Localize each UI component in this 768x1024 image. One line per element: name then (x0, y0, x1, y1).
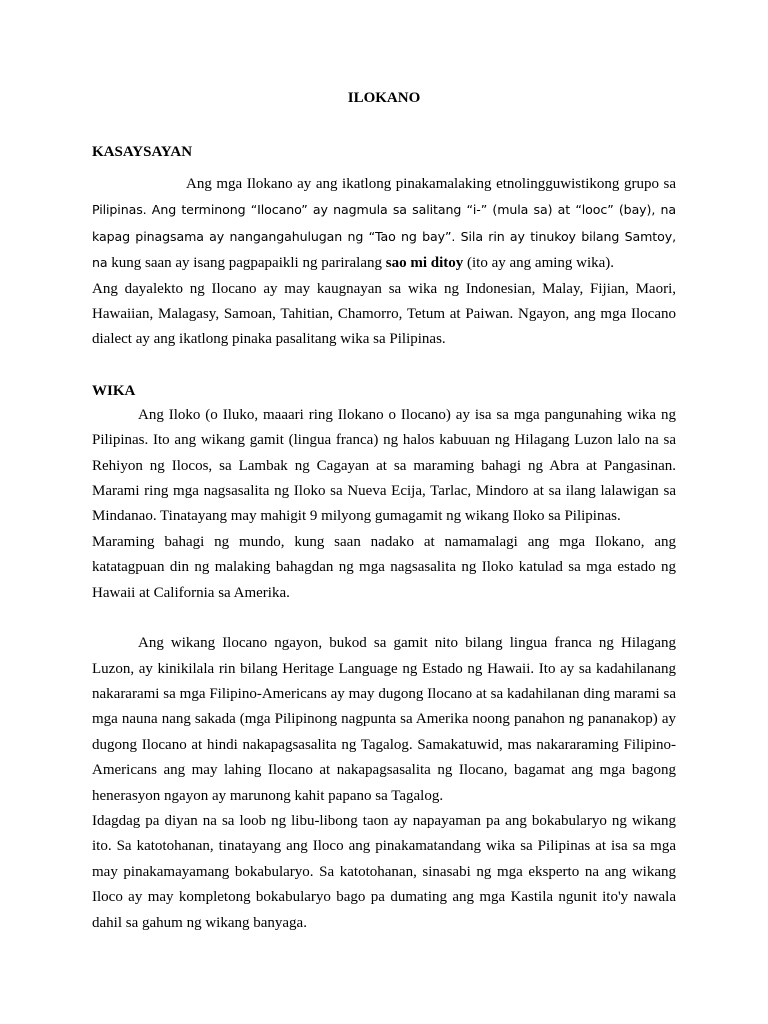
section-heading-kasaysayan: KASAYSAYAN (92, 144, 193, 160)
kasaysayan-p1-bold-phrase: sao mi ditoy (385, 255, 464, 272)
wika-paragraph-2: Maraming bahagi ng mundo, kung saan nadako at namamalagi ang mga Ilokano, ang katatagpuan din ng malaking bahagdan ng mga nagsasalita ng Iloko katulad sa mga estado ng Hawaii at California sa Amerika. (92, 533, 676, 601)
kasaysayan-p1-text-3: kung saan ay isang pagpapaikli ng pariralang (107, 255, 386, 272)
document-page (92, 86, 676, 936)
kasaysayan-p1-text-1: Ang mga Ilokano ay ang ikatlong pinakamalaking etnolingguwistikong grupo sa (186, 176, 676, 192)
kasaysayan-paragraph-1 (92, 172, 676, 277)
wika-paragraph-4: Idagdag pa diyan na sa loob ng libu-libong taon ay napayaman pa ang bokabularyo ng wikang ito. Sa katotohanan, tinatayang ang Iloco ang pinakamatandang wika sa Pilipinas at isa sa mga may pinakamayamang bokabularyo. Sa katotohanan, sinasabi ng mga eksperto na ang wikang Iloco ay may kompletong bokabularyo bago pa dumating ang mga Kastila ngunit ito'y nawala dahil sa gahum ng wikang banyaga. (92, 812, 676, 931)
wika-paragraph-3: Ang wikang Ilocano ngayon, bukod sa gamit nito bilang lingua franca ng Hilagang Luzon, ay kinikilala rin bilang Heritage Language ng Estado ng Hawaii. Ito ay sa kadahilanang nakararami sa mga Filipino-Americans ay may dugong Ilocano at sa kadahilanan ding marami sa mga nauna nang sakada (mga Pilipinong nagpunta sa Amerika noong panahon ng pananakop) ay dugong Ilocano at hindi nakapagsasalita ng Tagalog. Samakatuwid, mas nakararaming Filipino-Americans ang may lahing Ilocano at nakapagsasalita ng Ilocano, bagamat ang mga bagong henerasyon ngayon ay marunong kahit papano sa Tagalog. (92, 635, 676, 804)
kasaysayan-p1-text-4: (ito ay ang aming wika). (463, 255, 615, 272)
kasaysayan-paragraph-2: Ang dayalekto ng Ilocano ay may kaugnayan sa wika ng Indonesian, Malay, Fijian, Maori, Hawaiian, Malagasy, Samoan, Tahitian, Chamorro, Tetum at Paiwan. Ngayon, ang mga Ilocano dialect ay ang ikatlong pinaka pasalitang wika sa Pilipinas. (92, 280, 676, 348)
section-heading-wika: WIKA (92, 382, 136, 399)
wika-paragraph-1: Ang Iloko (o Iluko, maaari ring Ilokano o Ilocano) ay isa sa mga pangunahing wika ng Pilipinas. Ito ang wikang gamit (lingua franca) ng halos kabuuan ng Hilagang Luzon lalo na sa Rehiyon ng Ilocos, sa Lambak ng Cagayan at sa maraming bahagi ng Abra at Pangasinan. Marami ring mga nagsasalita ng Iloko sa Nueva Ecija, Tarlac, Mindoro at sa ilang lalawigan sa Mindanao. Tinatayang may mahigit 9 milyong gumagamit ng wikang Iloko sa Pilipinas. (92, 406, 676, 525)
kasaysayan-p1-text-2: Pilipinas. Ang terminong “Ilocano” ay nagmula sa salitang “i-” (mula sa) at “looc” (bay), na kapag pinagsama ay nangangahulugan ng “Tao ng bay”. Sila rin ay tinukoy bilang Samtoy, na (92, 202, 676, 271)
document-title: ILOKANO (347, 90, 421, 106)
